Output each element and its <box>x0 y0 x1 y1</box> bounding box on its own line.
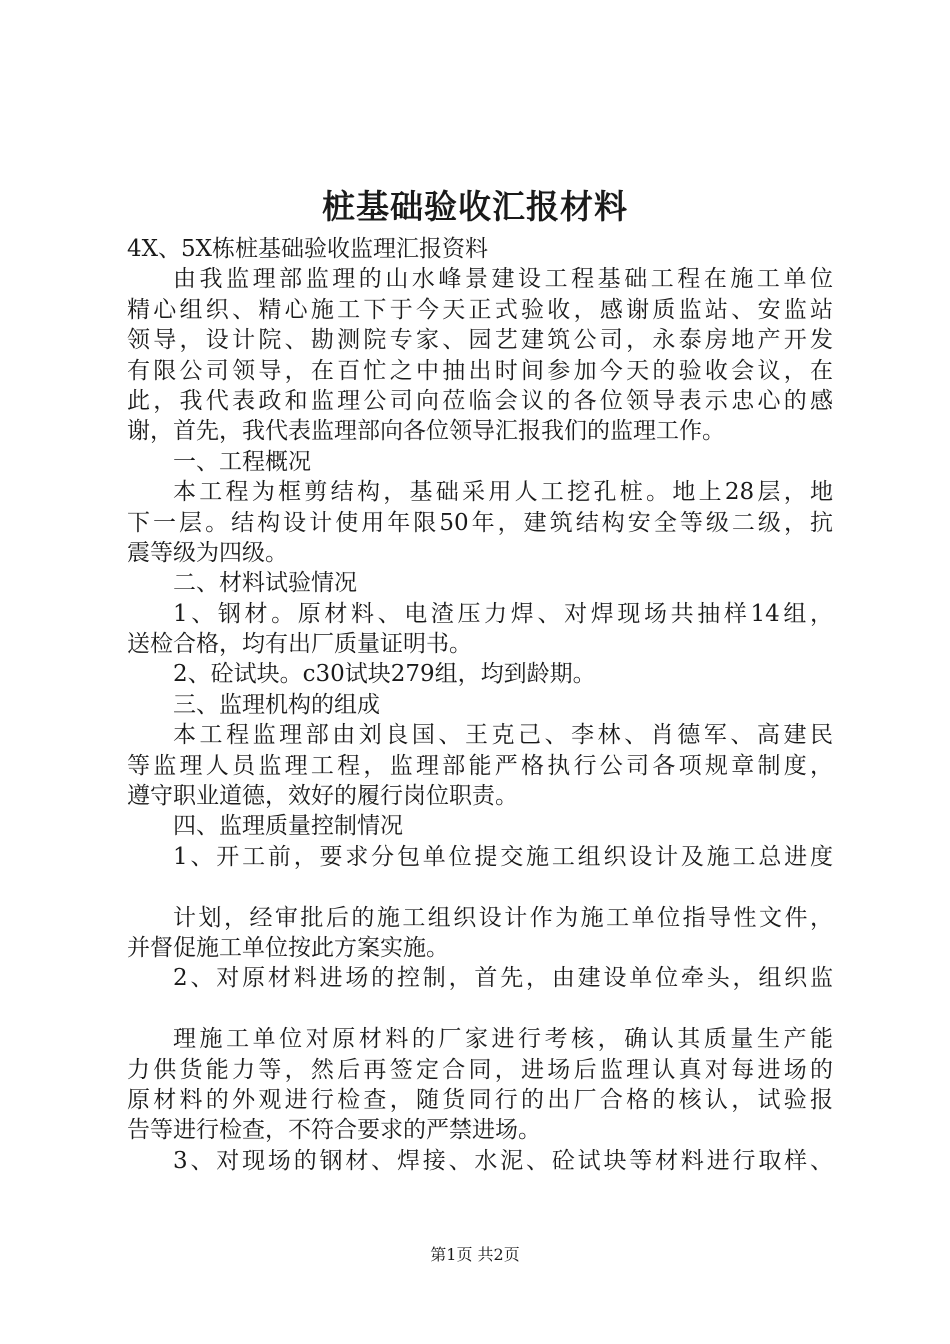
paragraph-line: 此，我代表政和监理公司向莅临会议的各位领导表示忠心的感 <box>127 387 833 414</box>
paragraph-line: 力供货能力等，然后再签定合同，进场后监理认真对每进场的 <box>127 1056 833 1083</box>
document-body <box>127 234 833 1176</box>
paragraph-line: 告等进行检查，不符合要求的严禁进场。 <box>127 1117 541 1144</box>
document-subtitle: 4X、5X栋桩基础验收监理汇报资料 <box>127 236 489 262</box>
section-heading: 二、材料试验情况 <box>173 570 357 597</box>
paragraph-line: 1、钢材。原材料、电渣压力焊、对焊现场共抽样14组， <box>173 600 833 627</box>
paragraph-line: 由我监理部监理的山水峰景建设工程基础工程在施工单位 <box>173 266 833 293</box>
paragraph-line: 精心组织、精心施工下于今天正式验收，感谢质监站、安监站 <box>127 296 833 323</box>
paragraph-line: 计划，经审批后的施工组织设计作为施工单位指导性文件， <box>173 904 833 931</box>
paragraph-line: 送检合格，均有出厂质量证明书。 <box>127 631 472 658</box>
paragraph-line: 本工程为框剪结构，基础采用人工挖孔桩。地上28层，地 <box>173 479 833 506</box>
section-heading: 三、监理机构的组成 <box>173 691 380 718</box>
page-footer: 第1页 共2页 <box>430 1245 520 1264</box>
paragraph-line: 2、砼试块。c30试块279组，均到龄期。 <box>173 661 596 688</box>
section-heading: 四、监理质量控制情况 <box>173 813 403 840</box>
paragraph-line: 2、对原材料进场的控制，首先，由建设单位牵头，组织监 <box>173 965 833 992</box>
paragraph-line: 并督促施工单位按此方案实施。 <box>127 934 449 961</box>
paragraph-line: 震等级为四级。 <box>127 539 288 566</box>
paragraph-line: 原材料的外观进行检查，随货同行的出厂合格的核认，试验报 <box>127 1086 833 1113</box>
paragraph-line: 下一层。结构设计使用年限50年，建筑结构安全等级二级，抗 <box>127 509 833 536</box>
paragraph-gap <box>127 994 833 1024</box>
paragraph-line: 理施工单位对原材料的厂家进行考核，确认其质量生产能 <box>173 1026 833 1053</box>
paragraph-line: 本工程监理部由刘良国、王克己、李林、肖德军、高建民 <box>173 722 833 749</box>
paragraph-line: 有限公司领导，在百忙之中抽出时间参加今天的验收会议，在 <box>127 357 833 384</box>
paragraph-line: 遵守职业道德，效好的履行岗位职责。 <box>127 783 518 810</box>
paragraph-line: 等监理人员监理工程，监理部能严格执行公司各项规章制度， <box>127 752 833 779</box>
paragraph-line: 3、对现场的钢材、焊接、水泥、砼试块等材料进行取样、 <box>173 1147 833 1174</box>
paragraph-line: 领导，设计院、勘测院专家、园艺建筑公司，永泰房地产开发 <box>127 327 833 354</box>
paragraph-line: 1、开工前，要求分包单位提交施工组织设计及施工总进度 <box>173 843 833 870</box>
document-title: 桩基础验收汇报材料 <box>322 187 628 226</box>
paragraph-line: 谢，首先，我代表监理部向各位领导汇报我们的监理工作。 <box>127 418 725 445</box>
paragraph-gap <box>127 872 833 902</box>
section-heading: 一、工程概况 <box>173 448 311 475</box>
